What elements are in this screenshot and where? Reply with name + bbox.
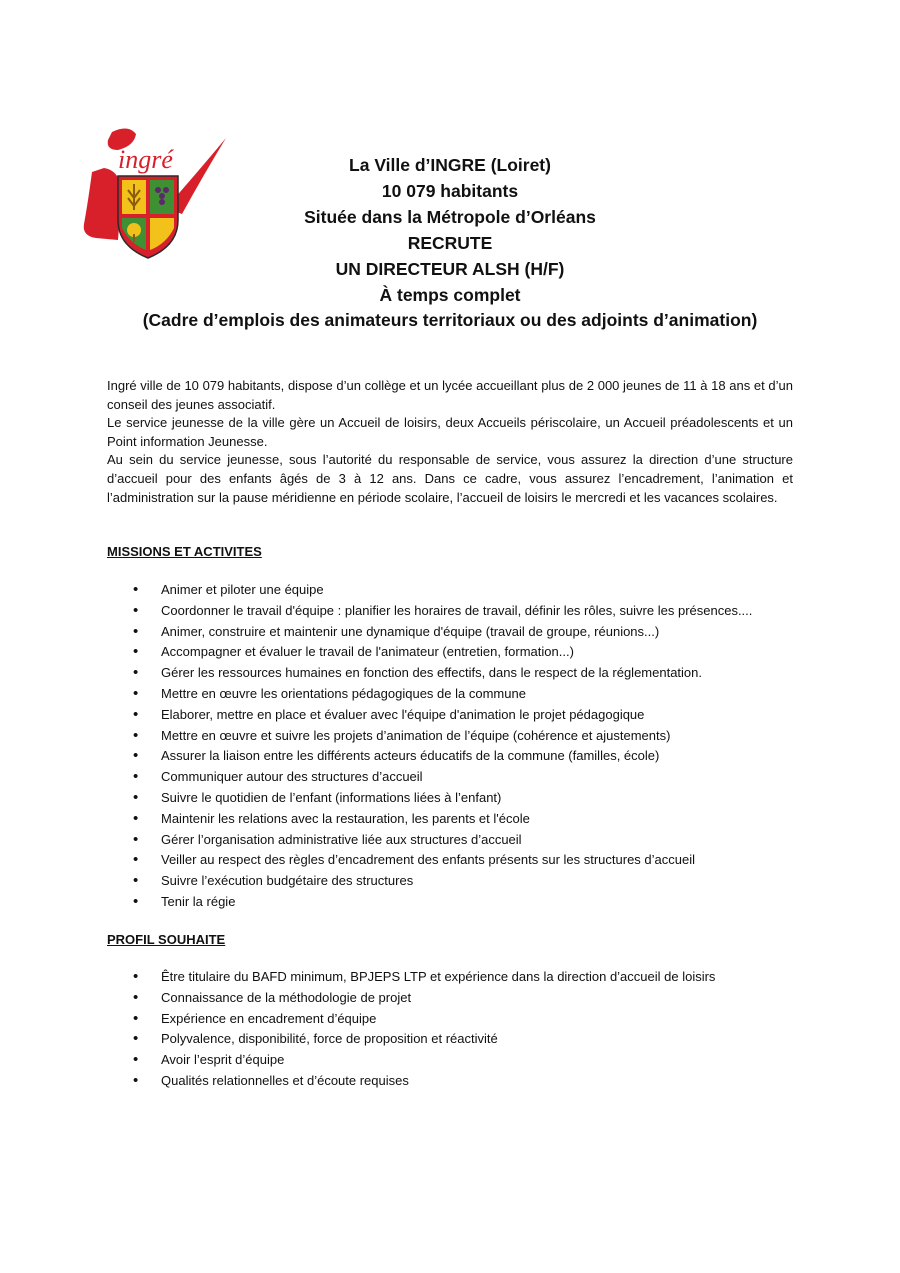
- list-item: • Veiller au respect des règles d’encadrement des enfants présents sur les structures d’accueil: [107, 850, 807, 871]
- list-item: • Maintenir les relations avec la restauration, les parents et l'école: [107, 809, 807, 830]
- list-item: • Assurer la liaison entre les différents acteurs éducatifs de la commune (familles, école): [107, 746, 807, 767]
- list-item: • Coordonner le travail d'équipe : planifier les horaires de travail, définir les rôles, suivre les présences....: [107, 601, 807, 622]
- profile-title: PROFIL SOUHAITE: [107, 932, 226, 947]
- missions-title: MISSIONS ET ACTIVITES: [107, 544, 262, 559]
- list-item: • Suivre le quotidien de l’enfant (informations liées à l’enfant): [107, 788, 807, 809]
- list-item: • Communiquer autour des structures d’accueil: [107, 767, 807, 788]
- list-item: • Connaissance de la méthodologie de projet: [107, 988, 807, 1009]
- intro-text: [107, 377, 793, 507]
- list-item: • Avoir l’esprit d’équipe: [107, 1050, 807, 1071]
- header-population: 10 079 habitants: [381, 180, 519, 201]
- header-location: Située dans la Métropole d’Orléans: [304, 206, 596, 227]
- list-item: • Mettre en œuvre et suivre les projets d’animation de l’équipe (cohérence et ajustements): [107, 726, 807, 747]
- list-item: • Mettre en œuvre les orientations pédagogiques de la commune: [107, 684, 807, 705]
- list-item: • Suivre l’exécution budgétaire des structures: [107, 871, 807, 892]
- header-town: La Ville d’INGRE (Loiret): [349, 155, 551, 175]
- intro-paragraph: Le service jeunesse de la ville gère un Accueil de loisirs, deux Accueils périscolaire, un Accueil préadolescents et un Point information Jeunesse.: [107, 415, 793, 449]
- list-item: • Qualités relationnelles et d’écoute requises: [107, 1071, 807, 1092]
- list-item: • Animer, construire et maintenir une dynamique d'équipe (travail de groupe, réunions...): [107, 622, 807, 643]
- profile-list: [107, 967, 807, 1092]
- header-schedule: À temps complet: [379, 284, 521, 305]
- intro-paragraph: Ingré ville de 10 079 habitants, dispose d’un collège et un lycée accueillant plus de 2 000 jeunes de 11 à 18 ans et d’un conseil des jeunes associatif.: [107, 378, 793, 412]
- list-item: • Être titulaire du BAFD minimum, BPJEPS LTP et expérience dans la direction d’accueil de loisirs: [107, 967, 807, 988]
- job-title-block: [100, 153, 800, 334]
- list-item: • Accompagner et évaluer le travail de l'animateur (entretien, formation...): [107, 642, 807, 663]
- list-item: • Gérer les ressources humaines en fonction des effectifs, dans le respect de la réglementation.: [107, 663, 807, 684]
- list-item: • Animer et piloter une équipe: [107, 580, 807, 601]
- header-recruits: RECRUTE: [407, 232, 493, 253]
- missions-list: [107, 580, 807, 913]
- header-grade: (Cadre d’emplois des animateurs territoriaux ou des adjoints d’animation): [142, 310, 758, 331]
- list-item: • Elaborer, mettre en place et évaluer avec l'équipe d'animation le projet pédagogique: [107, 705, 807, 726]
- intro-paragraph: Au sein du service jeunesse, sous l’autorité du responsable de service, vous assurez la direction d’une structure d’accueil pour des enfants âgés de 3 à 12 ans. Dans ce cadre, vous assurez l’encadrement, l’animation et l’administration sur la pause méridienne en période scolaire, l’accueil de loisirs le mercredi et les vacances scolaires.: [107, 452, 793, 505]
- logo-wordmark: ingré: [118, 145, 173, 174]
- list-item: • Polyvalence, disponibilité, force de proposition et réactivité: [107, 1029, 807, 1050]
- list-item: • Expérience en encadrement d’équipe: [107, 1009, 807, 1030]
- list-item: • Gérer l’organisation administrative liée aux structures d’accueil: [107, 830, 807, 851]
- list-item: • Tenir la régie: [107, 892, 807, 913]
- header-position: UN DIRECTEUR ALSH (H/F): [335, 258, 565, 279]
